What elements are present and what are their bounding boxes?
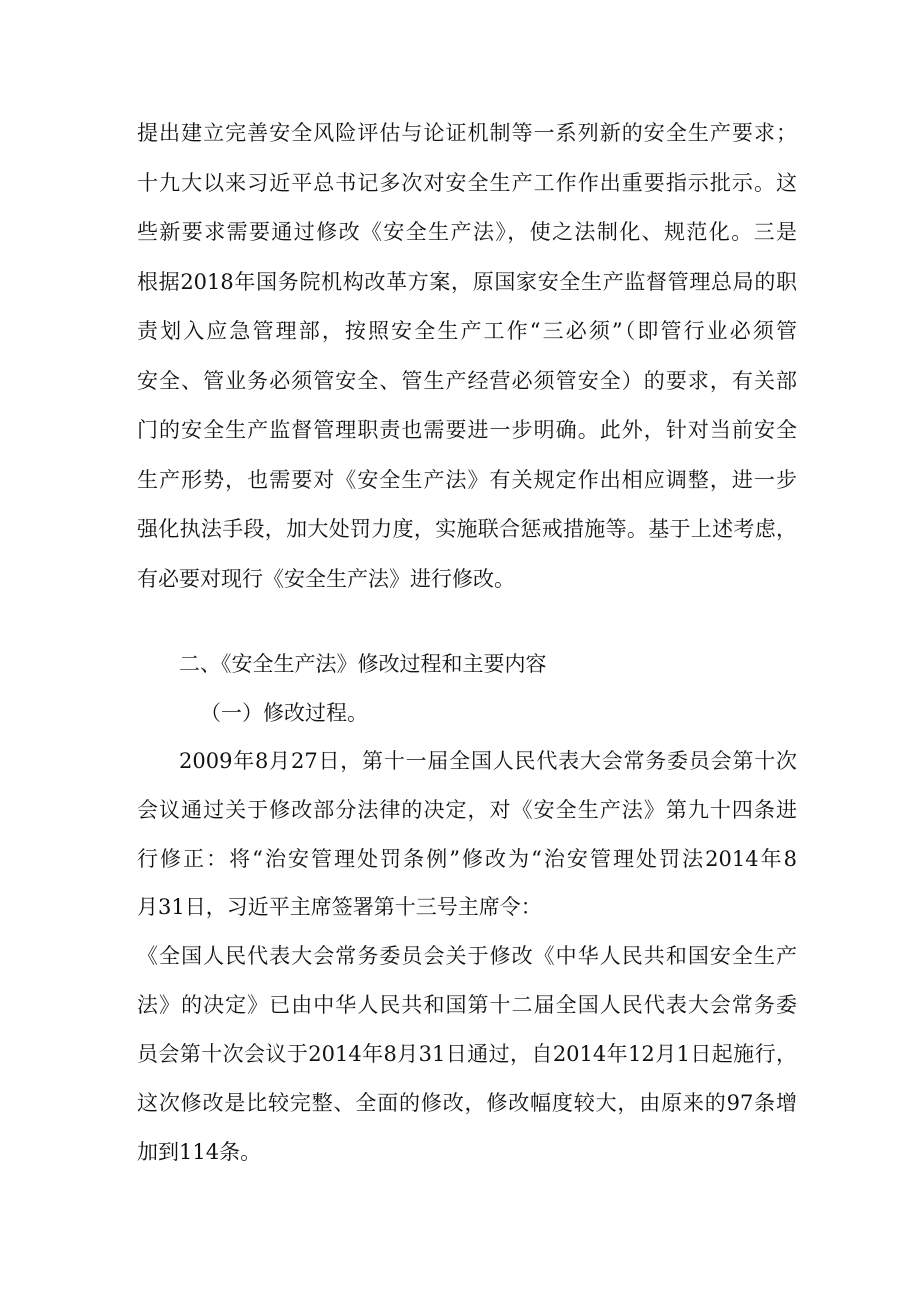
paragraph-1-line-6: 安全、管业务必须管安全、管生产经营必须管安全）的要求，有关部	[137, 369, 797, 393]
paragraph-1-line-8: 生产形势，也需要对《安全生产法》有关规定作出相应调整，进一步	[137, 468, 797, 492]
paragraph-3-line-4: 这次修改是比较完整、全面的修改，修改幅度较大，由原来的97条增	[137, 1091, 797, 1115]
paragraph-2-line-2: 会议通过关于修改部分法律的决定，对《安全生产法》第九十四条进	[137, 798, 797, 822]
paragraph-2-line-3: 行修正：将“治安管理处罚条例”修改为“治安管理处罚法2014年8	[137, 847, 797, 871]
paragraph-1-line-1: 提出建立完善安全风险评估与论证机制等一系列新的安全生产要求；	[137, 121, 797, 145]
paragraph-1-line-5: 责划入应急管理部，按照安全生产工作“三必须”（即管行业必须管	[137, 319, 797, 343]
paragraph-1-line-2: 十九大以来习近平总书记多次对安全生产工作作出重要指示批示。这	[137, 171, 797, 195]
paragraph-2-line-4: 月31日，习近平主席签署第十三号主席令：	[137, 895, 542, 919]
paragraph-3-line-5: 加到114条。	[137, 1140, 262, 1164]
paragraph-1-line-9: 强化执法手段，加大处罚力度，实施联合惩戒措施等。基于上述考虑，	[137, 517, 797, 541]
section-heading: 二、《安全生产法》修改过程和主要内容	[179, 652, 547, 676]
subsection-heading: （一）修改过程。	[200, 701, 368, 725]
paragraph-3-line-3: 员会第十次会议于2014年8月31日通过，自2014年12月1日起施行，	[137, 1042, 797, 1066]
paragraph-1-line-7: 门的安全生产监督管理职责也需要进一步明确。此外，针对当前安全	[137, 418, 797, 442]
paragraph-1-line-4: 根据2018年国务院机构改革方案，原国家安全生产监督管理总局的职	[137, 270, 797, 294]
paragraph-1-line-10: 有必要对现行《安全生产法》进行修改。	[137, 567, 515, 591]
paragraph-2-line-1: 2009年8月27日，第十一届全国人民代表大会常务委员会第十次	[179, 749, 797, 773]
paragraph-3-line-1: 《全国人民代表大会常务委员会关于修改《中华人民共和国安全生产	[137, 944, 797, 968]
paragraph-1-line-3: 些新要求需要通过修改《安全生产法》，使之法制化、规范化。三是	[137, 220, 797, 244]
paragraph-3-line-2: 法》的决定》已由中华人民共和国第十二届全国人民代表大会常务委	[137, 993, 797, 1017]
